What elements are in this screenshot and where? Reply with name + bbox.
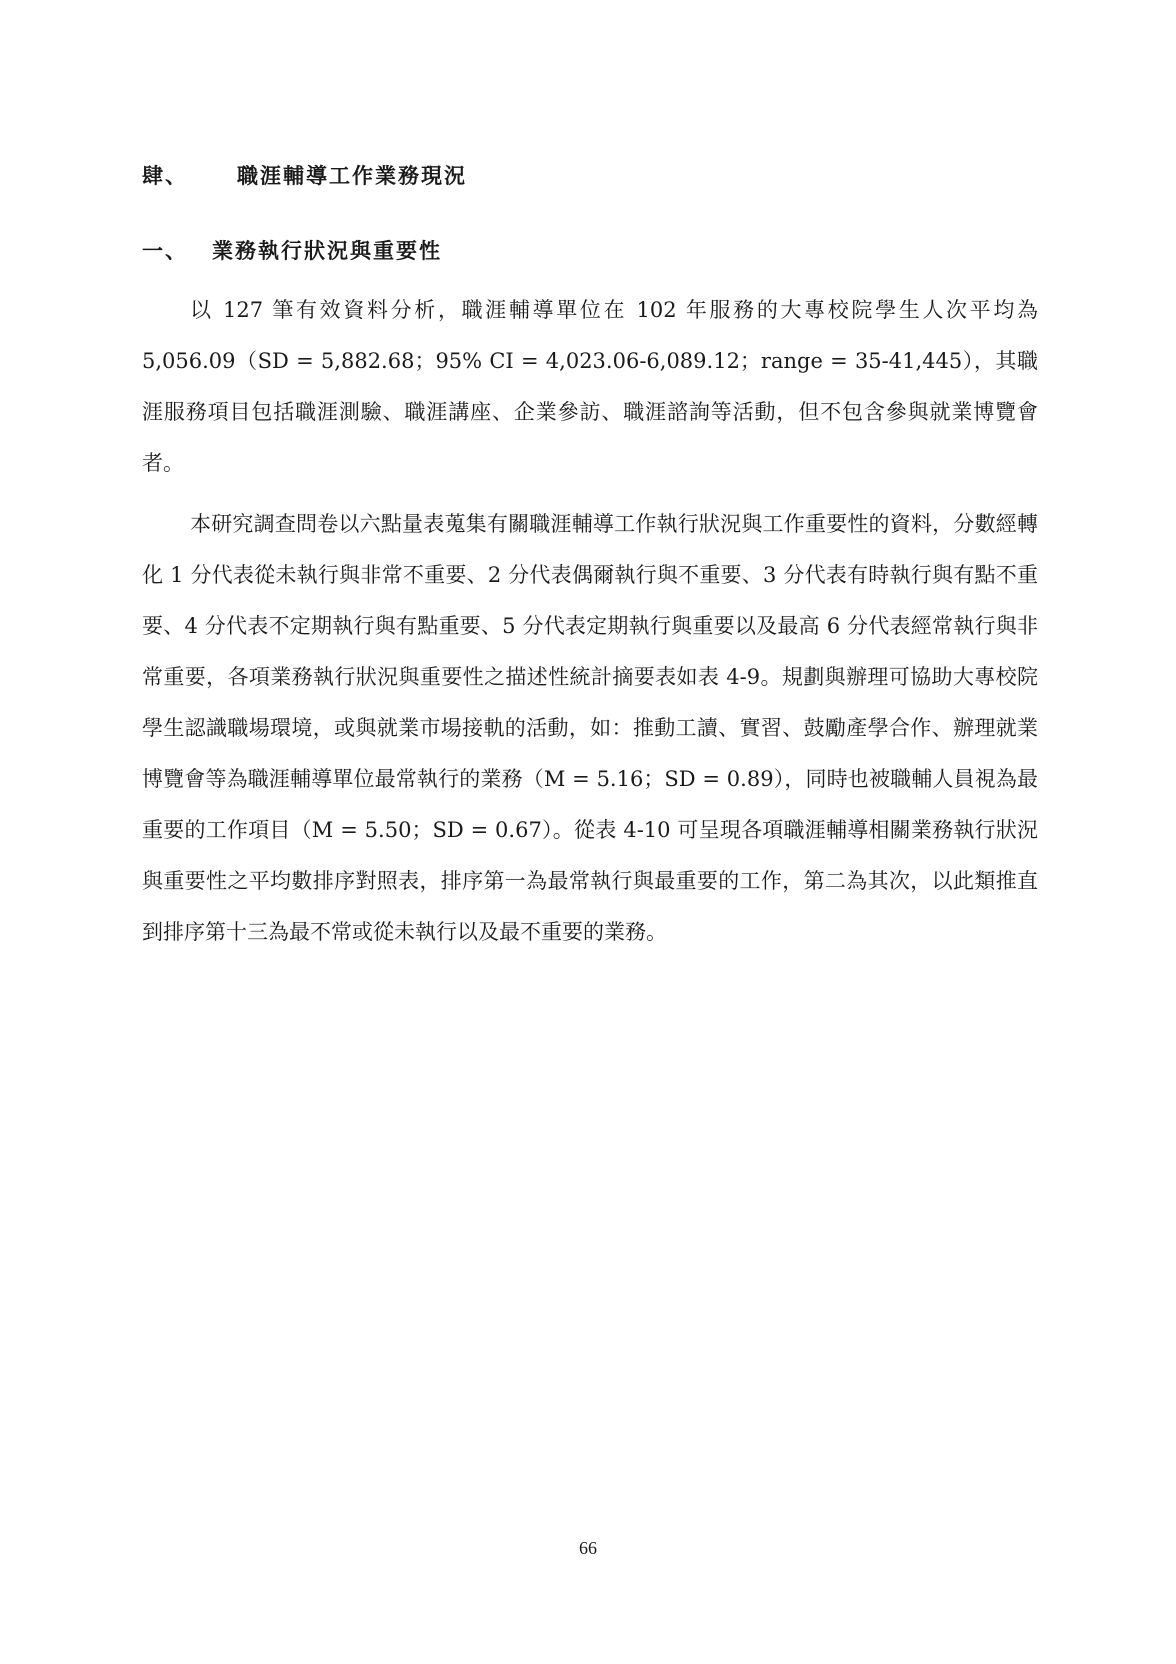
paragraph-2-text: 本研究調查問卷以六點量表蒐集有關職涯輔導工作執行狀況與工作重要性的資料，分數經轉化 1 分代表從未執行與非常不重要、2 分代表偶爾執行與不重要、3 分代表有時執行與有點不重要、4 分代表不定期執行與有點重要、5 分代表定期執行與重要以及最高 6 分代表經常執行與非常重要，各項業務執行狀況與重要性之描述性統計摘要表如表 4-9。規劃與辦理可協助大專校院學生認識職場環境，或與就業市場接軌的活動，如：推動工讀、實習、鼓勵產學合作、辦理就業博覽會等為職涯輔導單位最常執行的業務（M = 5.16；SD = 0.89），同時也被職輔人員視為最重要的工作項目（M = 5.50；SD = 0.67）。從表 4-10 可呈現各項職涯輔導相關業務執行狀況與重要性之平均數排序對照表，排序第一為最常執行與最重要的工作，第二為其次，以此類推直到排序第十三為最不常或從未執行以及最不重要的業務。	[142, 512, 1038, 944]
paragraph-1-text: 以 127 筆有效資料分析，職涯輔導單位在 102 年服務的大專校院學生人次平均為 5,056.09（SD = 5,882.68；95% CI = 4,023.06-6,089.12；range = 35-41,445），其職涯服務項目包括職涯測驗、職涯講座、企業參訪、職涯諮詢等活動，但不包含參與就業博覽會者。	[142, 298, 1038, 475]
paragraph-1	[142, 285, 1038, 489]
subsection-title: 業務執行狀況與重要性	[212, 238, 442, 263]
page-number: 66	[579, 1538, 597, 1558]
subsection-heading	[142, 235, 442, 265]
section-number: 肆、	[142, 163, 188, 188]
paragraph-2	[142, 499, 1038, 958]
subsection-number: 一、	[142, 238, 188, 263]
section-heading	[142, 160, 467, 190]
section-title: 職涯輔導工作業務現況	[237, 163, 467, 188]
